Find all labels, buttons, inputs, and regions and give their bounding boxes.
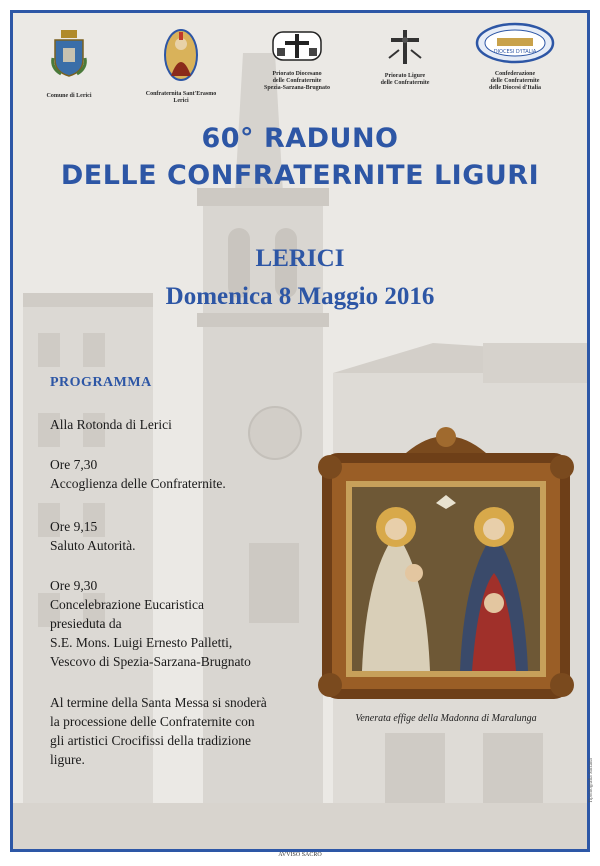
event-time: Ore 9,30: [50, 578, 98, 593]
town-crest-icon: [49, 28, 89, 78]
crucifix-icon: [385, 28, 425, 66]
logo-comune: [33, 28, 105, 100]
confederation-seal-icon: [475, 22, 555, 64]
logo-confraternita: [131, 28, 231, 105]
title-line-1: 60° RADUNO: [201, 123, 399, 154]
event-date: Domenica 8 Maggio 2016: [165, 283, 435, 310]
programme-heading: PROGRAMMA: [50, 375, 152, 390]
programme-event: [50, 517, 312, 555]
madonna-painting: [316, 423, 576, 708]
event-text: Vescovo di Spezia-Sarzana-Brugnato: [50, 654, 251, 669]
programme-event: [50, 576, 312, 671]
footer-label: AVVISO SACRO: [278, 852, 322, 858]
programme-closing: Al termine della Santa Messa si snoderà la processione delle Confraternite con gli artistici Crocifissi della tradizione ligure.: [50, 695, 267, 767]
painting-caption: Venerata effige della Madonna di Maralunga: [355, 713, 537, 724]
event-text: S.E. Mons. Luigi Ernesto Palletti,: [50, 635, 233, 650]
event-text: Concelebrazione Eucaristica: [50, 597, 205, 612]
event-text: presieduta da: [50, 616, 122, 631]
event-text: Accoglienza delle Confraternite.: [50, 476, 226, 491]
title-line-2: DELLE CONFRATERNITE LIGURI: [60, 160, 540, 191]
event-time: Ore 7,30: [50, 457, 98, 472]
logo-confederazione: [467, 22, 563, 92]
logo-priorato-ligure: [363, 28, 447, 87]
logo-row: [13, 28, 587, 118]
printer-note: Tipolitografia Sarzana: [589, 758, 594, 803]
logo-caption: Confraternita Sant'Erasmo Lerici: [145, 91, 217, 104]
programme-venue: Alla Rotonda di Lerici: [50, 417, 172, 432]
poster: [10, 10, 594, 852]
event-text: Saluto Autorità.: [50, 538, 136, 553]
logo-caption: Priorato Ligure delle Confraternite: [380, 73, 430, 86]
seal-text: DIOCESI D'ITALIA: [493, 49, 537, 55]
event-time: Ore 9,15: [50, 519, 98, 534]
saint-oval-icon: [163, 28, 199, 82]
logo-caption: Confederazione delle Confraternite delle Diocesi d'Italia: [489, 71, 541, 91]
cross-emblem-icon: [269, 28, 325, 64]
logo-caption: Priorato Diocesano delle Confraternite Spezia-Sarzana-Brugnato: [264, 71, 330, 91]
event-location: LERICI: [255, 245, 345, 272]
programme-event: [50, 455, 312, 493]
logo-priorato-diocesano: [245, 28, 349, 92]
logo-caption: Comune di Lerici: [46, 93, 92, 99]
